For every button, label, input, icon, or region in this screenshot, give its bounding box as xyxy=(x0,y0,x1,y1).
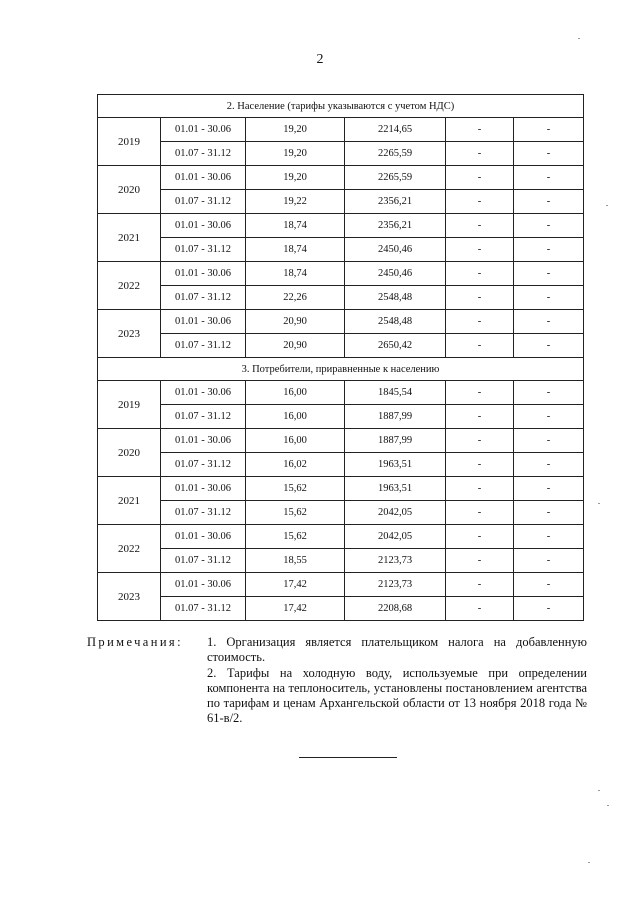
dash-cell: - xyxy=(514,549,584,573)
year-cell: 2021 xyxy=(98,214,161,262)
dash-cell: - xyxy=(514,429,584,453)
value-cell: 2450,46 xyxy=(345,262,446,286)
period-cell: 01.07 - 31.12 xyxy=(161,597,246,621)
tariff-cell: 16,00 xyxy=(246,429,345,453)
tariff-cell: 17,42 xyxy=(246,597,345,621)
period-cell: 01.01 - 30.06 xyxy=(161,525,246,549)
table-row xyxy=(98,477,584,501)
value-cell: 2042,05 xyxy=(345,525,446,549)
period-cell: 01.07 - 31.12 xyxy=(161,142,246,166)
value-cell: 2123,73 xyxy=(345,549,446,573)
value-cell: 2208,68 xyxy=(345,597,446,621)
dash-cell: - xyxy=(514,525,584,549)
dash-cell: - xyxy=(446,238,514,262)
table-row xyxy=(98,238,584,262)
dash-cell: - xyxy=(446,190,514,214)
tariff-cell: 18,74 xyxy=(246,214,345,238)
tariff-cell: 15,62 xyxy=(246,477,345,501)
dash-cell: - xyxy=(446,525,514,549)
signature-line xyxy=(299,757,397,758)
scan-speck xyxy=(607,805,609,806)
dash-cell: - xyxy=(446,381,514,405)
table-row xyxy=(98,429,584,453)
notes-list xyxy=(207,635,587,727)
value-cell: 1887,99 xyxy=(345,429,446,453)
period-cell: 01.01 - 30.06 xyxy=(161,214,246,238)
period-cell: 01.07 - 31.12 xyxy=(161,286,246,310)
dash-cell: - xyxy=(514,334,584,358)
table-row xyxy=(98,597,584,621)
period-cell: 01.07 - 31.12 xyxy=(161,501,246,525)
table-row xyxy=(98,310,584,334)
period-cell: 01.01 - 30.06 xyxy=(161,573,246,597)
value-cell: 1887,99 xyxy=(345,405,446,429)
dash-cell: - xyxy=(514,286,584,310)
table-row xyxy=(98,334,584,358)
value-cell: 2265,59 xyxy=(345,166,446,190)
dash-cell: - xyxy=(514,477,584,501)
tariff-cell: 16,00 xyxy=(246,381,345,405)
period-cell: 01.01 - 30.06 xyxy=(161,429,246,453)
dash-cell: - xyxy=(514,597,584,621)
period-cell: 01.07 - 31.12 xyxy=(161,190,246,214)
section-header-row xyxy=(98,95,584,118)
table-row xyxy=(98,549,584,573)
value-cell: 2650,42 xyxy=(345,334,446,358)
value-cell: 2548,48 xyxy=(345,310,446,334)
dash-cell: - xyxy=(514,262,584,286)
tariff-cell: 18,55 xyxy=(246,549,345,573)
dash-cell: - xyxy=(446,477,514,501)
dash-cell: - xyxy=(514,310,584,334)
year-cell: 2019 xyxy=(98,381,161,429)
year-cell: 2022 xyxy=(98,262,161,310)
value-cell: 1963,51 xyxy=(345,477,446,501)
year-cell: 2020 xyxy=(98,429,161,477)
dash-cell: - xyxy=(446,573,514,597)
dash-cell: - xyxy=(446,334,514,358)
year-cell: 2023 xyxy=(98,310,161,358)
tariff-cell: 22,26 xyxy=(246,286,345,310)
period-cell: 01.07 - 31.12 xyxy=(161,453,246,477)
dash-cell: - xyxy=(446,214,514,238)
tariff-cell: 17,42 xyxy=(246,573,345,597)
value-cell: 2214,65 xyxy=(345,118,446,142)
tariff-cell: 18,74 xyxy=(246,238,345,262)
value-cell: 1963,51 xyxy=(345,453,446,477)
dash-cell: - xyxy=(446,262,514,286)
dash-cell: - xyxy=(446,118,514,142)
period-cell: 01.01 - 30.06 xyxy=(161,477,246,501)
period-cell: 01.01 - 30.06 xyxy=(161,118,246,142)
dash-cell: - xyxy=(446,597,514,621)
period-cell: 01.01 - 30.06 xyxy=(161,262,246,286)
tariff-cell: 16,02 xyxy=(246,453,345,477)
value-cell: 2356,21 xyxy=(345,190,446,214)
dash-cell: - xyxy=(514,381,584,405)
dash-cell: - xyxy=(514,166,584,190)
scan-speck xyxy=(598,503,600,504)
tariff-cell: 19,20 xyxy=(246,118,345,142)
table-row xyxy=(98,214,584,238)
table-row xyxy=(98,525,584,549)
tariff-cell: 19,20 xyxy=(246,142,345,166)
value-cell: 1845,54 xyxy=(345,381,446,405)
value-cell: 2042,05 xyxy=(345,501,446,525)
scan-speck xyxy=(588,862,590,863)
dash-cell: - xyxy=(446,453,514,477)
table-row xyxy=(98,573,584,597)
dash-cell: - xyxy=(514,453,584,477)
table-row xyxy=(98,190,584,214)
scan-speck xyxy=(606,205,608,206)
dash-cell: - xyxy=(446,501,514,525)
value-cell: 2450,46 xyxy=(345,238,446,262)
dash-cell: - xyxy=(446,310,514,334)
table-row xyxy=(98,118,584,142)
tariff-cell: 20,90 xyxy=(246,334,345,358)
table-row xyxy=(98,501,584,525)
scan-speck xyxy=(578,38,580,39)
table-row xyxy=(98,405,584,429)
year-cell: 2021 xyxy=(98,477,161,525)
dash-cell: - xyxy=(514,118,584,142)
dash-cell: - xyxy=(514,238,584,262)
year-cell: 2023 xyxy=(98,573,161,621)
table-row xyxy=(98,262,584,286)
tariff-cell: 16,00 xyxy=(246,405,345,429)
value-cell: 2123,73 xyxy=(345,573,446,597)
value-cell: 2265,59 xyxy=(345,142,446,166)
period-cell: 01.07 - 31.12 xyxy=(161,549,246,573)
table-row xyxy=(98,381,584,405)
tariff-cell: 15,62 xyxy=(246,525,345,549)
value-cell: 2356,21 xyxy=(345,214,446,238)
scan-speck xyxy=(598,790,600,791)
note-item-1: 1. Организация является плательщиком налога на добавленную стоимость. xyxy=(207,635,587,664)
dash-cell: - xyxy=(446,142,514,166)
section-title: 3. Потребители, приравненные к населению xyxy=(98,358,584,381)
table-row xyxy=(98,453,584,477)
tariff-cell: 20,90 xyxy=(246,310,345,334)
year-cell: 2019 xyxy=(98,118,161,166)
table-row xyxy=(98,166,584,190)
page-number: 2 xyxy=(316,52,324,67)
table-row xyxy=(98,286,584,310)
dash-cell: - xyxy=(514,190,584,214)
table-row xyxy=(98,142,584,166)
dash-cell: - xyxy=(514,501,584,525)
tariff-cell: 19,20 xyxy=(246,166,345,190)
dash-cell: - xyxy=(514,573,584,597)
dash-cell: - xyxy=(514,142,584,166)
tariff-table xyxy=(97,94,584,621)
dash-cell: - xyxy=(446,549,514,573)
section-header-row xyxy=(98,358,584,381)
period-cell: 01.01 - 30.06 xyxy=(161,310,246,334)
tariff-cell: 19,22 xyxy=(246,190,345,214)
period-cell: 01.07 - 31.12 xyxy=(161,238,246,262)
dash-cell: - xyxy=(446,429,514,453)
period-cell: 01.07 - 31.12 xyxy=(161,405,246,429)
dash-cell: - xyxy=(514,214,584,238)
dash-cell: - xyxy=(446,405,514,429)
year-cell: 2022 xyxy=(98,525,161,573)
note-item-2: 2. Тарифы на холодную воду, используемые при определении компонента на теплоноситель, установлены постановлением агентства по тарифам и ценам Архангельской области от 13 ноября 2018 года № 61-в/2. xyxy=(207,666,587,725)
period-cell: 01.07 - 31.12 xyxy=(161,334,246,358)
period-cell: 01.01 - 30.06 xyxy=(161,381,246,405)
year-cell: 2020 xyxy=(98,166,161,214)
tariff-cell: 18,74 xyxy=(246,262,345,286)
section-title: 2. Население (тарифы указываются с учетом НДС) xyxy=(98,95,584,118)
dash-cell: - xyxy=(446,286,514,310)
tariff-cell: 15,62 xyxy=(246,501,345,525)
dash-cell: - xyxy=(514,405,584,429)
period-cell: 01.01 - 30.06 xyxy=(161,166,246,190)
dash-cell: - xyxy=(446,166,514,190)
notes-label: Примечания: xyxy=(87,635,183,649)
value-cell: 2548,48 xyxy=(345,286,446,310)
